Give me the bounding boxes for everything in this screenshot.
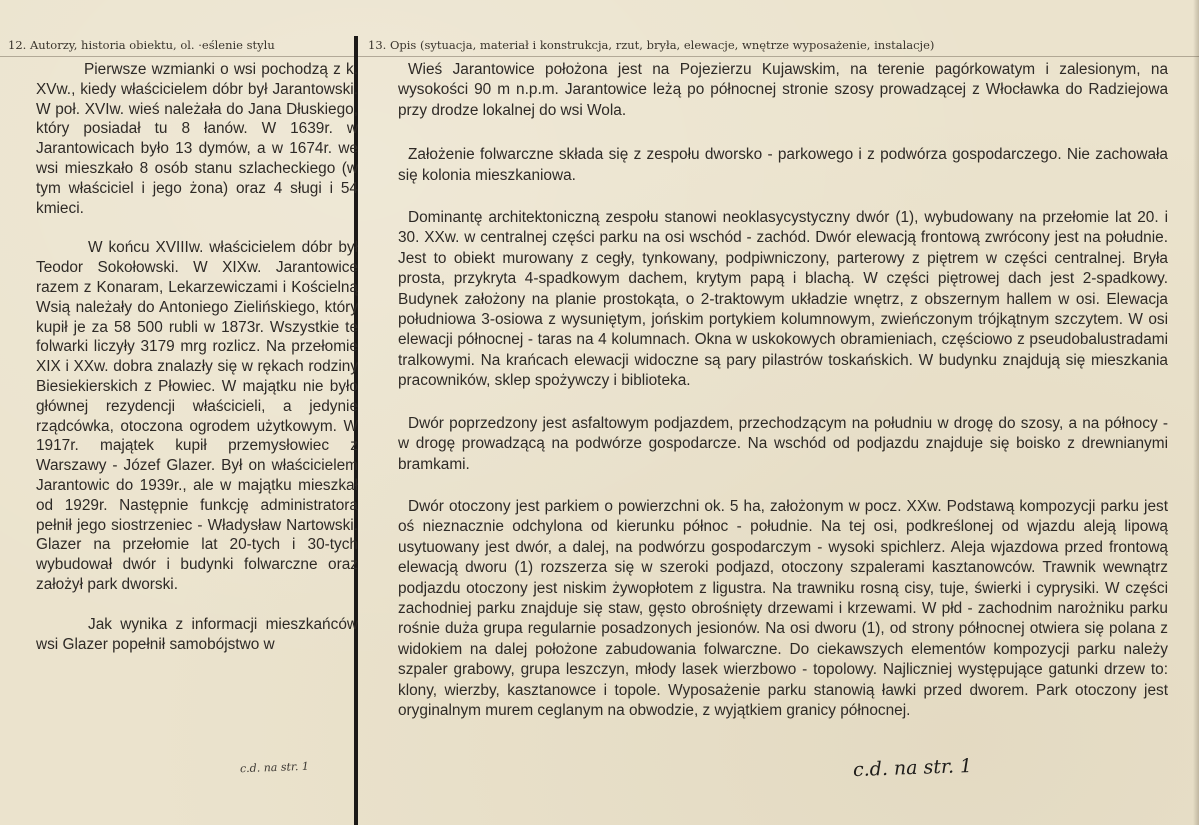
description-column xyxy=(398,60,1168,741)
section-12-header: 12. Autorzy, historia obiektu, ol. ·eślenie stylu xyxy=(8,38,275,52)
section-13-header: 13. Opis (sytuacja, materiał i konstrukcja, rzut, bryła, elewacje, wnętrze wyposażenie, instalacje) xyxy=(368,38,935,52)
description-paragraph-2: Założenie folwarczne składa się z zespołu dworsko - parkowego i z podwórza gospodarczego. Nie zachowała się kolonia mieszkaniowa. xyxy=(398,146,1168,184)
history-paragraph-1: Pierwsze wzmianki o wsi pochodzą z k. XVw., kiedy właścicielem dóbr był Jarantowski. W poł. XVIw. wieś należała do Jana Dłuskiego, który posiadał tu 8 łanów. W 1639r. w Jarantowicach było 13 dymów, a w 1674r. we wsi mieszkało 8 osób stanu szlacheckiego (w tym właściciel i jego żona) oraz 4 sługi i 54 kmieci. xyxy=(36,61,358,217)
header-divider xyxy=(0,56,1199,57)
history-paragraph-3: Jak wynika z informacji mieszkańców wsi Glazer popełnił samobójstwo w xyxy=(36,615,358,653)
history-column xyxy=(28,60,358,674)
description-paragraph-3: Dominantę architektoniczną zespołu stanowi neoklasycystyczny dwór (1), wybudowany na przełomie lat 20. i 30. XXw. w centralnej części parku na osi wschód - zachód. Dwór elewacją frontową zwrócony jest na południe. Jest to obiekt murowany z cegły, tynkowany, podpiwniczony, parterowy z piętrem w części centralnej. Bryła prosta, przykryta 4-spadkowym dachem, krytym papą i blachą. W części piętrowej dach jest 2-spadkowy. Budynek założony na planie prostokąta, o 2-traktowym układzie wnętrz, z obszernym hallem w osi. Elewacja południowa 3-osiowa z wysuniętym, jońskim portykiem kolumnowym, zwieńczonym trójkątnym szczytem. W osi elewacji północnej - taras na 4 kolumnach. Okna w uskokowych obramieniach, częściowo z pseudobalustradami tralkowymi. Na krańcach elewacji widoczne są pary pilastrów toskańskich. W budynku znajdują się mieszkania pracowników, sklep spożywczy i biblioteka. xyxy=(398,209,1168,390)
right-handwritten-note: c.d. na str. 1 xyxy=(852,754,973,782)
history-paragraph-2: W końcu XVIIIw. właścicielem dóbr był Teodor Sokołowski. W XIXw. Jarantowice razem z Konaram, Lekarzewiczami i Kościelną Wsią należały do Antoniego Zielińskiego, który kupił je za 58 500 rubli w 1873r. Wszystkie te folwarki liczyły 3179 mrg rozlicz. Na przełomie XIX i XXw. dobra znalazły się w rękach rodziny Biesiekierskich z Płowiec. W majątku nie było głównej rezydencji właścicieli, a jedynie rządcówka, otoczona ogrodem użytkowym. W 1917r. majątek kupił przemysłowiec z Warszawy - Józef Glazer. Był on właścicielem Jarantowic do 1939r., ale w majątku mieszkał od 1929r. Następnie funkcję administratora pełnił jego siostrzeniec - Władysław Nartowski. Glazer na przełomie lat 20-tych i 30-tych wybudował dwór i budynki folwarczne oraz założył park dworski. xyxy=(36,239,358,593)
left-handwritten-note: c.d. na str. 1 xyxy=(239,759,310,776)
page-edge-shadow xyxy=(1193,0,1199,825)
description-paragraph-1: Wieś Jarantowice położona jest na Pojezierzu Kujawskim, na terenie pagórkowatym i zalesionym, na wysokości 90 m n.p.m. Jarantowice leżą po północnej stronie szosy prowadzącej z Włocławka do Radziejowa przy drodze lokalnej do wsi Wola. xyxy=(398,61,1168,119)
description-paragraph-4: Dwór poprzedzony jest asfaltowym podjazdem, przechodzącym na południu w drogę do szosy, a na północy - w drogę prowadzącą na podwórze gospodarcze. Na wschód od podjazdu znajduje się boisko z drewnianymi bramkami. xyxy=(398,414,1168,473)
description-paragraph-5: Dwór otoczony jest parkiem o powierzchni ok. 5 ha, założonym w pocz. XXw. Podstawą kompozycji parku jest oś nieznacznie odchylona od kierunku północ - południe. Na tej osi, podkreślonej od wjazdu aleją lipową usytuowany jest dwór, a dalej, na podwórzu gospodarczym - wysoki spichlerz. Aleja wjazdowa przed frontową elewacją dworu (1) rozszerza się w szeroki podjazd, otoczony szpalerami kasztanowców. Trawnik wewnątrz podjazdu otoczony jest niskim żywopłotem z ligustra. Na trawniku rosną cisy, tuje, świerki i cyprysiki. W części zachodniej parku znajduje się staw, gęsto obrośnięty drzewami i krzewami. W płd - zachodnim narożniku parku rośnie duża grupa regularnie posadzonych jesionów. Na osi dworu (1), od strony północnej otwiera się polana z widokiem na dalej położone zabudowania folwarczne. Do ciekawszych elementów kompozycji parku należy szpaler grabowy, grupa leszczyn, młody lasek wierzbowo - topolowy. Najliczniej występujące gatunki drzew to: klony, wierzby, kasztanowce i topole. Wyposażenie parku stanowią ławki przed dworem. Park otoczony jest oryginalnym murem ceglanym na obwodzie, z wyjątkiem granicy północnej. xyxy=(398,497,1168,719)
